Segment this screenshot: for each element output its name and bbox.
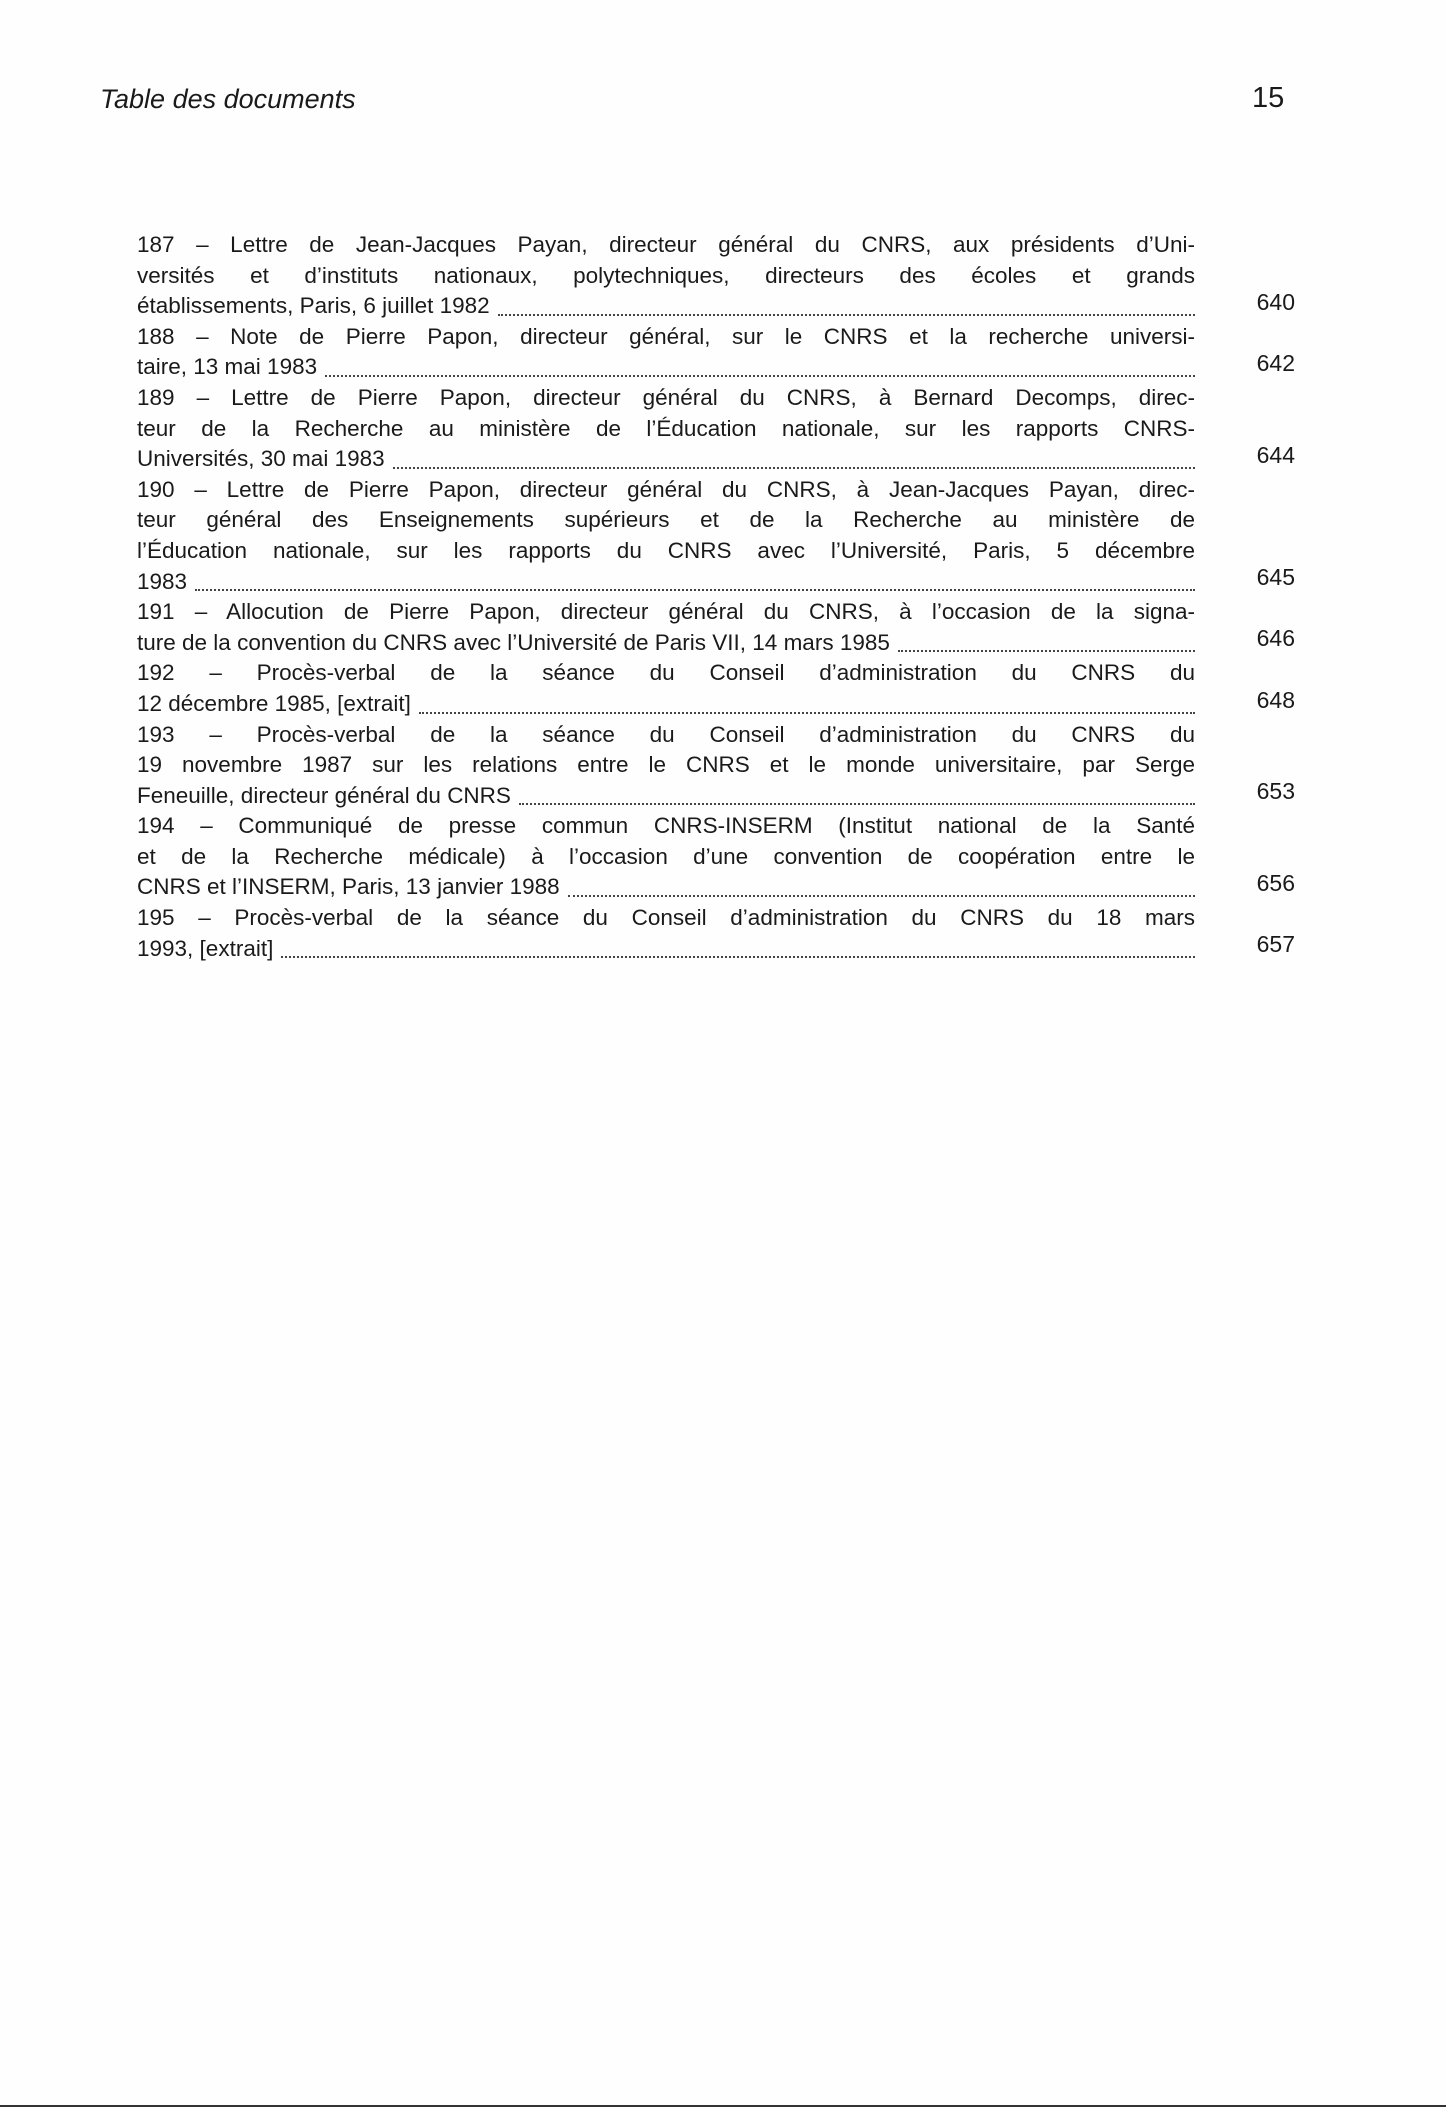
toc-entry-page: 656 [1256,870,1295,897]
toc-entry [137,475,1295,597]
toc-entry-line: 190 – Lettre de Pierre Papon, directeur général du CNRS, à Jean-Jacques Payan, direc- [137,476,1195,502]
toc-entry-line [137,689,1195,720]
toc-entry-text: 1993, [extrait] [137,935,274,961]
toc-entry-line [137,291,1195,322]
toc-entry-line: 191 – Allocution de Pierre Papon, directeur général du CNRS, à l’occasion de la signa- [137,599,1195,625]
toc-entry-line: 19 novembre 1987 sur les relations entre le CNRS et le monde universitaire, par Serge [137,752,1195,778]
toc-entry-page: 642 [1256,349,1295,376]
toc-entry-text: ture de la convention du CNRS avec l’Université de Paris VII, 14 mars 1985 [137,629,890,655]
page-number: 15 [1252,82,1285,114]
toc-entry-line [137,352,1195,383]
toc-entry-page: 657 [1256,931,1295,958]
toc-entry-line: 189 – Lettre de Pierre Papon, directeur général du CNRS, à Bernard Decomps, direc- [137,384,1195,410]
toc-entry-line: l’Éducation nationale, sur les rapports du CNRS avec l’Université, Paris, 5 décembre [137,537,1195,563]
dot-leader [498,292,1195,316]
toc-entry-line: teur de la Recherche au ministère de l’Éducation nationale, sur les rapports CNRS- [137,415,1195,441]
toc-entry [137,383,1295,475]
toc-entry-line: 193 – Procès-verbal de la séance du Conseil d’administration du CNRS du [137,721,1195,747]
toc-entry-page: 653 [1256,778,1295,805]
dot-leader [281,934,1195,958]
dot-leader [393,445,1195,469]
toc-entry-page: 646 [1256,625,1295,652]
table-of-documents [137,230,1297,964]
toc-entry-text: taire, 13 mai 1983 [137,354,318,380]
toc-entry-text: Universités, 30 mai 1983 [137,446,385,472]
dot-leader [325,353,1195,377]
toc-entry-page: 644 [1256,441,1295,468]
toc-entry-page: 645 [1256,564,1295,591]
toc-entry-line: 188 – Note de Pierre Papon, directeur général, sur le CNRS et la recherche universi- [137,323,1195,349]
toc-entry-line [137,781,1195,812]
toc-entry-line [137,934,1195,965]
toc-entry-text: Feneuille, directeur général du CNRS [137,782,511,808]
toc-entry [137,597,1295,658]
toc-entry-line [137,444,1195,475]
dot-leader [568,873,1195,897]
toc-entry-line: versités et d’instituts nationaux, polytechniques, directeurs des écoles et grands [137,262,1195,288]
toc-entry [137,230,1295,322]
toc-entry-line: et de la Recherche médicale) à l’occasion d’une convention de coopération entre le [137,843,1195,869]
toc-entry-line: teur général des Enseignements supérieurs et de la Recherche au ministère de [137,507,1195,533]
dot-leader [898,628,1195,652]
page-edge-line [0,2105,1446,2107]
toc-entry-page: 648 [1256,686,1295,713]
toc-entry-page: 640 [1256,288,1295,315]
toc-entry-line [137,628,1195,659]
toc-entry-line: 187 – Lettre de Jean-Jacques Payan, directeur général du CNRS, aux présidents d’Uni- [137,232,1195,257]
running-head-title: Table des documents [100,84,356,114]
toc-entry [137,658,1295,719]
toc-entry-line: 194 – Communiqué de presse commun CNRS-INSERM (Institut national de la Santé [137,813,1195,839]
toc-entry-line [137,872,1195,903]
toc-entry-text: 1983 [137,568,188,594]
dot-leader [195,567,1195,591]
toc-entry-line: 195 – Procès-verbal de la séance du Conseil d’administration du CNRS du 18 mars [137,905,1195,931]
toc-entry-text: CNRS et l’INSERM, Paris, 13 janvier 1988 [137,874,560,900]
toc-entry [137,811,1295,903]
toc-entry [137,903,1295,964]
toc-entry-line: 192 – Procès-verbal de la séance du Conseil d’administration du CNRS du [137,660,1195,686]
toc-entry-text: 12 décembre 1985, [extrait] [137,690,411,716]
toc-entry [137,322,1295,383]
toc-entry-line [137,567,1195,598]
dot-leader [519,781,1195,805]
toc-entry-text: établissements, Paris, 6 juillet 1982 [137,293,490,319]
dot-leader [419,690,1195,714]
toc-entry [137,720,1295,812]
